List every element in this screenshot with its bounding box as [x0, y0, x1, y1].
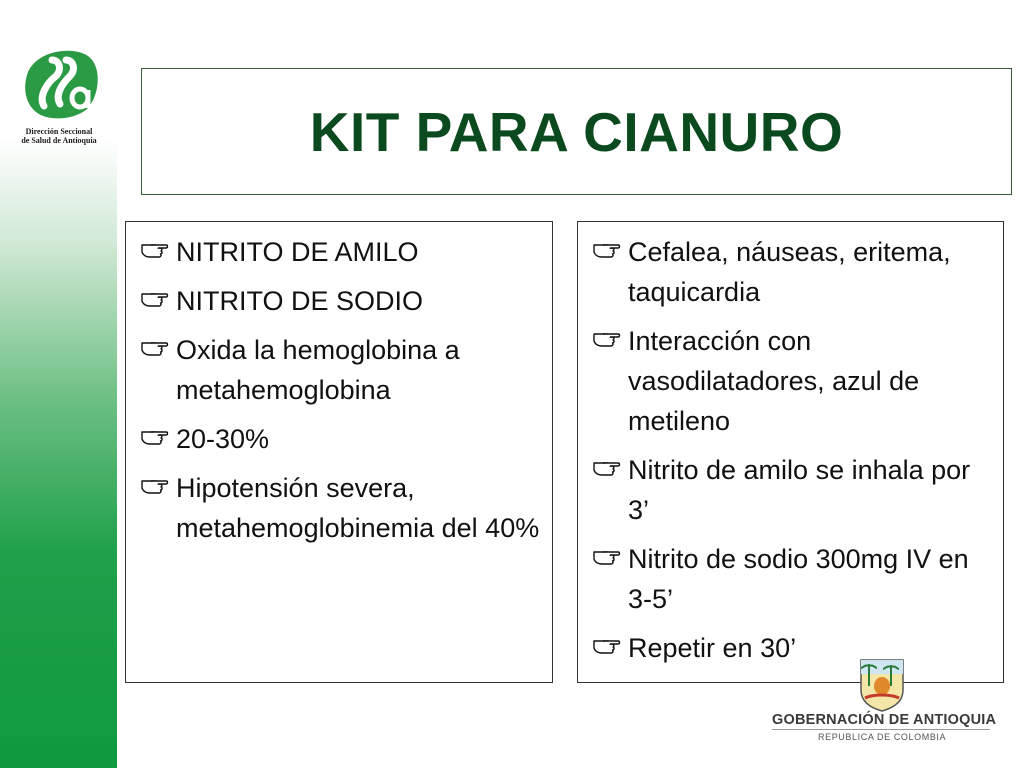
list-item — [140, 281, 544, 321]
pointing-hand-icon — [140, 420, 172, 452]
pointing-hand-icon — [592, 629, 624, 661]
pointing-hand-icon — [140, 331, 172, 363]
list-item-text: Nitrito de sodio 300mg IV en 3-5’ — [628, 544, 969, 614]
pointing-hand-icon — [592, 451, 624, 483]
pointing-hand-icon — [140, 282, 172, 314]
list-item — [592, 321, 995, 441]
left-bullet-list — [126, 222, 552, 548]
ssa-logo-icon — [18, 42, 104, 124]
pointing-hand-icon — [592, 233, 624, 265]
pointing-hand-icon — [140, 469, 172, 501]
list-item — [592, 450, 995, 530]
list-item-text: Nitrito de amilo se inhala por 3’ — [628, 455, 971, 525]
list-item — [592, 539, 995, 619]
list-item-text: Cefalea, náuseas, eritema, taquicardia — [628, 237, 951, 307]
title-box — [141, 68, 1012, 195]
list-item-text: Repetir en 30’ — [628, 633, 797, 663]
list-item-text: NITRITO DE AMILO — [176, 237, 419, 267]
sidebar-gradient — [0, 0, 117, 768]
antioquia-coat-of-arms-icon — [855, 656, 909, 712]
list-item — [140, 468, 544, 548]
pointing-hand-icon — [592, 322, 624, 354]
list-item — [140, 419, 544, 459]
pointing-hand-icon — [140, 233, 172, 265]
list-item — [140, 330, 544, 410]
list-item — [592, 628, 995, 668]
organization-subtitle: REPUBLICA DE COLOMBIA — [818, 732, 947, 742]
list-item-text: Hipotensión severa, metahemoglobinemia del 40% — [176, 473, 540, 543]
list-item-text: NITRITO DE SODIO — [176, 286, 424, 316]
organization-name: GOBERNACIÓN DE ANTIOQUIA — [772, 712, 997, 728]
right-bullet-list — [578, 222, 1003, 668]
logo-caption — [4, 127, 114, 145]
right-panel — [577, 221, 1004, 683]
logo-caption-line2: de Salud de Antioquia — [21, 136, 97, 145]
slide-title: KIT PARA CIANURO — [309, 100, 844, 163]
list-item-text: Interacción con vasodilatadores, azul de metileno — [628, 326, 920, 436]
list-item — [140, 232, 544, 272]
list-item-text: 20-30% — [176, 424, 270, 454]
list-item-text: Oxida la hemoglobina a metahemoglobina — [176, 335, 460, 405]
left-panel — [125, 221, 553, 683]
logo-caption-line1: Dirección Seccional — [25, 127, 93, 136]
list-item — [592, 232, 995, 312]
pointing-hand-icon — [592, 540, 624, 572]
